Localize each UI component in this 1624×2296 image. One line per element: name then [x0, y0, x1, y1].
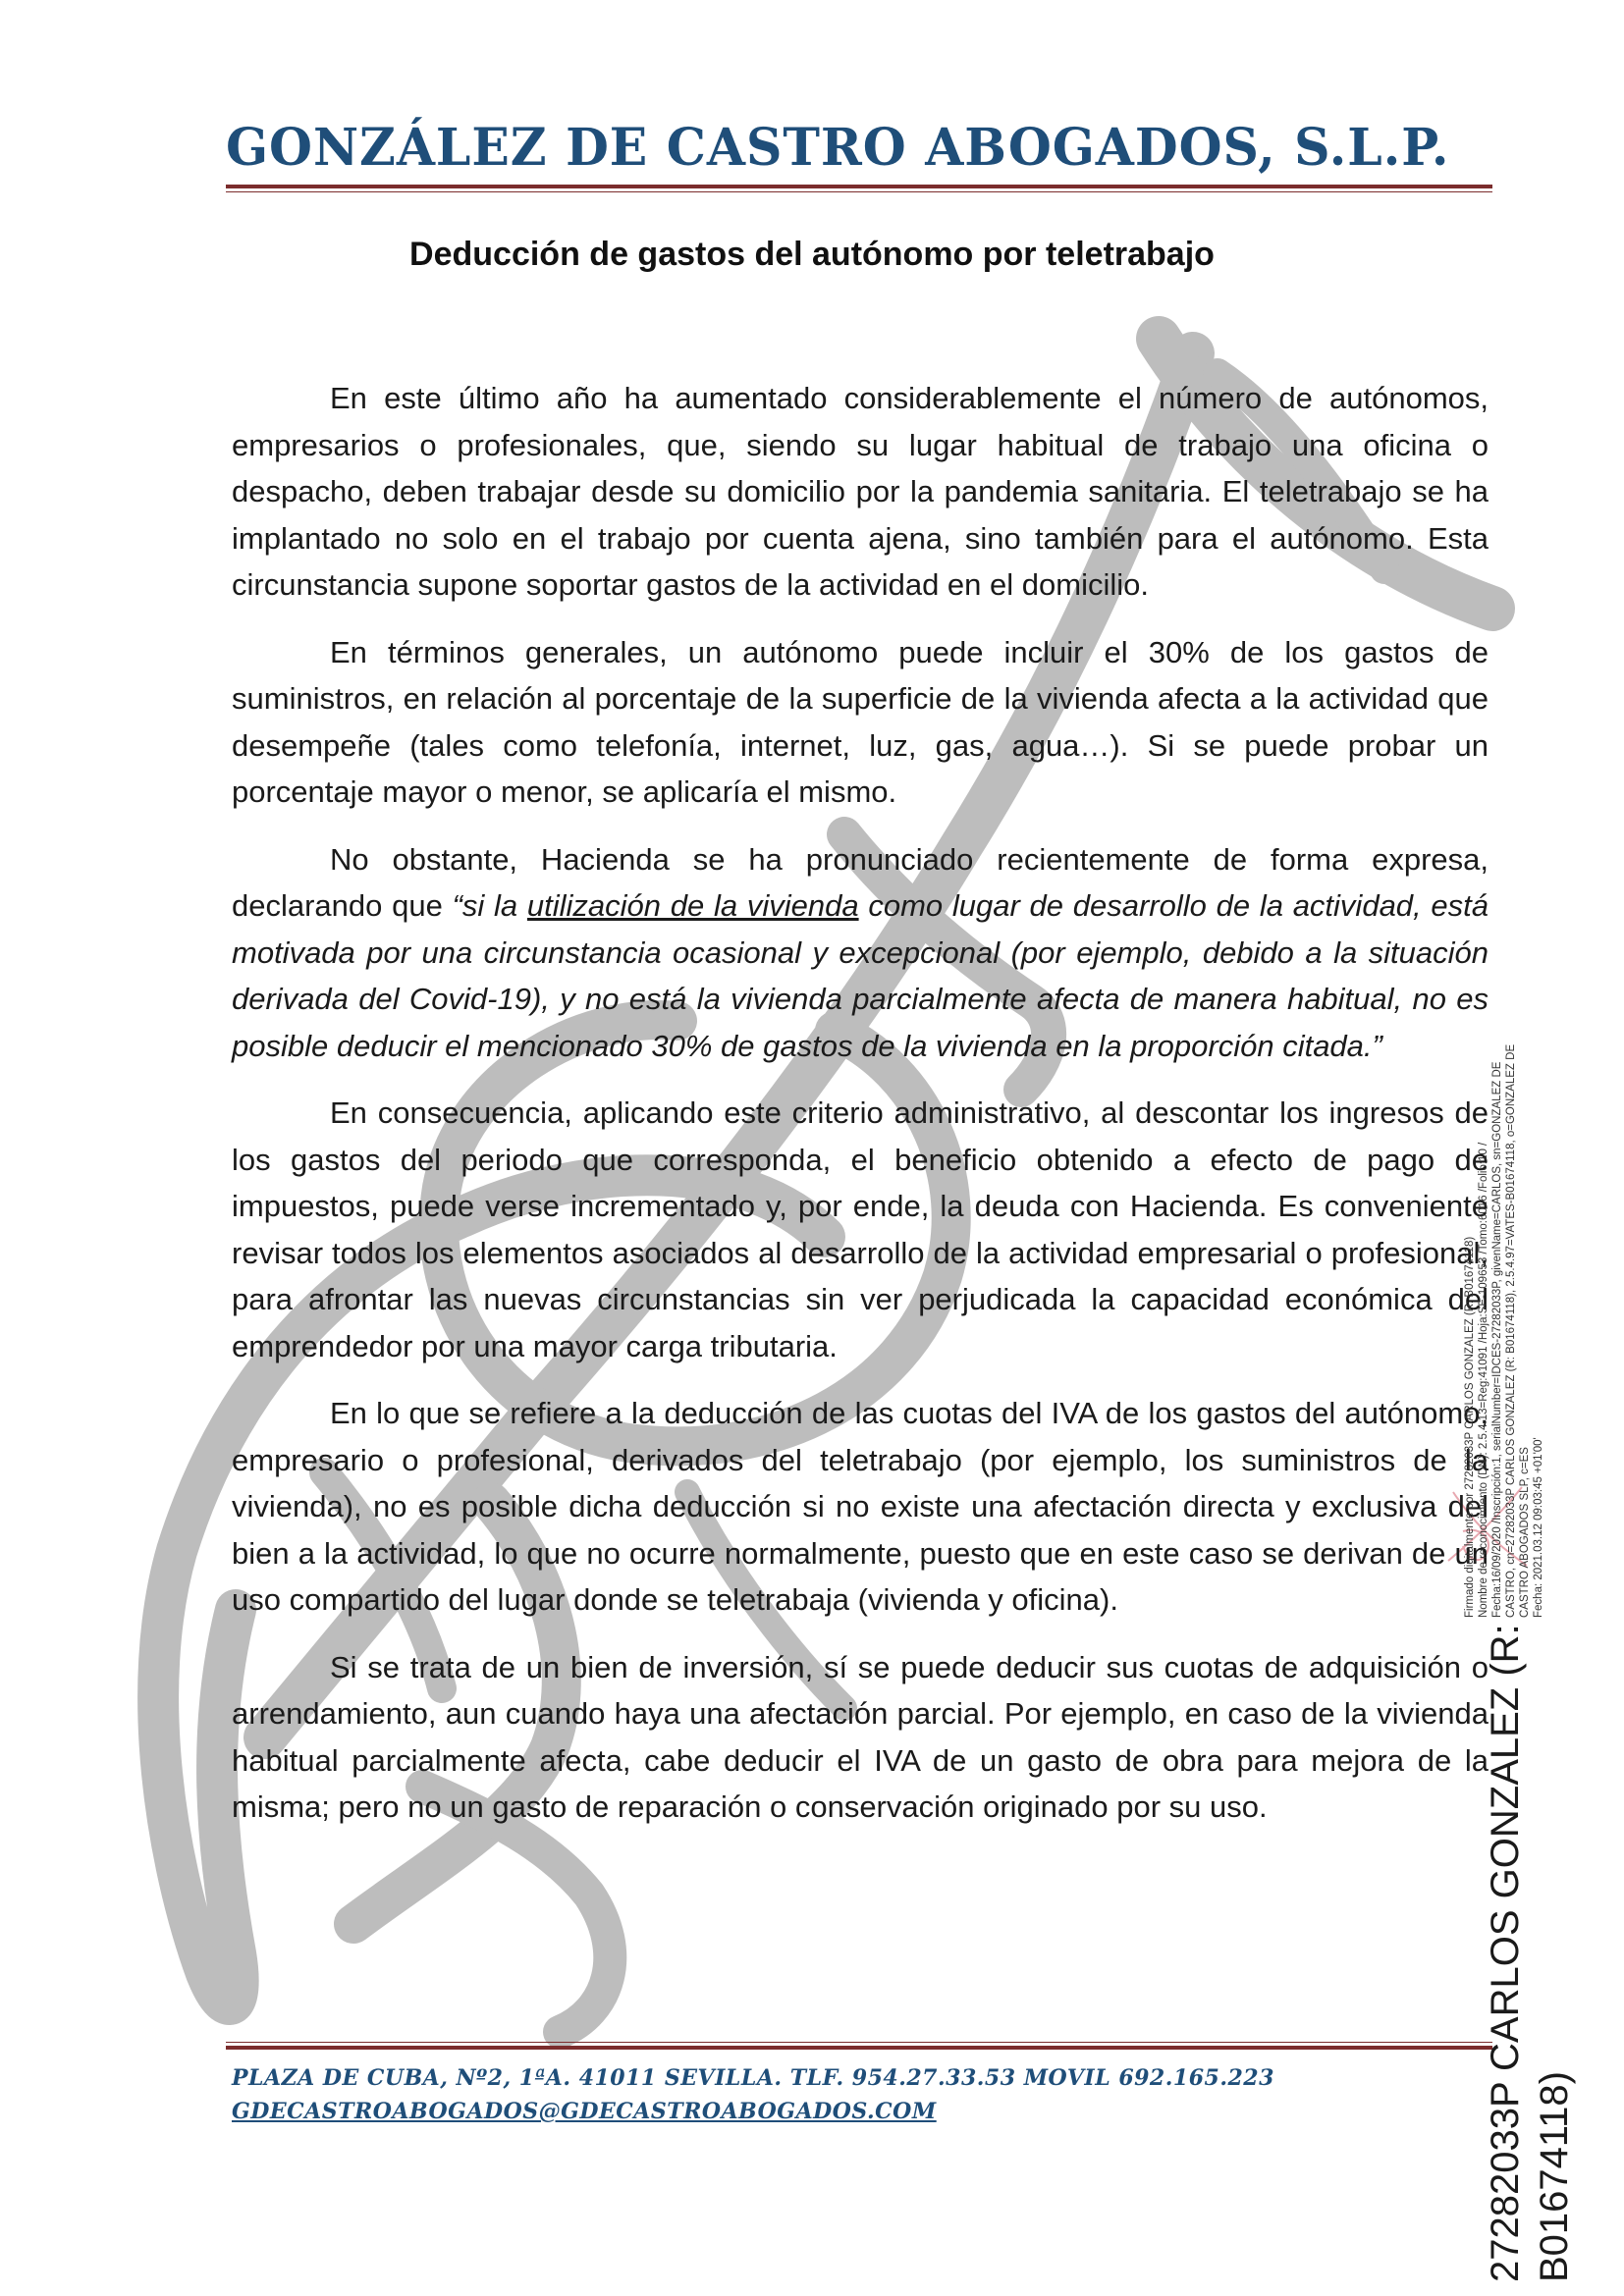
header-divider — [226, 185, 1492, 188]
footer-divider — [226, 2046, 1492, 2050]
digital-signature-name: 27282033P CARLOS GONZALEZ (R: B01674118) — [1484, 1624, 1576, 2282]
paragraph-2: En términos generales, un autónomo puede incluir el 30% de los gastos de suministros, en relación al porcentaje de la superficie de la vivienda afecta a la actividad que desempeñe (tales como telefonía, internet, luz, gas, agua…). Si se puede probar un porcentaje mayor o menor, se aplicaría el mismo. — [232, 634, 1489, 809]
paragraph-3-quote — [232, 836, 1489, 1070]
paragraph-1: En este último año ha aumentado considerablemente el número de autónomos, empresarios o profesionales, que, siendo su lugar habitual de trabajo una oficina o despacho, deben trabajar desde su domicilio por la pandemia sanitaria. El teletrabajo se ha implantado no solo en el trabajo por cuenta ajena, sino también para el autónomo. Esta circunstancia supone soportar gastos de la actividad en el domicilio. — [232, 381, 1489, 602]
footer-address: PLAZA DE CUBA, Nº2, 1ªA. 41011 SEVILLA. TLF. 954.27.33.53 MOVIL 692.165.223 — [232, 2065, 1274, 2091]
quote-underlined: utilización de la vivienda — [526, 888, 859, 923]
firm-name-header: GONZÁLEZ DE CASTRO ABOGADOS, S.L.P. — [226, 118, 1450, 178]
quote-intro: No obstante, Hacienda se ha pronunciado recientemente de forma expresa, declarando que — [232, 841, 1489, 923]
paragraph-4: En consecuencia, aplicando este criterio administrativo, al descontar los ingresos de los gastos del periodo que corresponda, el beneficio obtenido a efecto de pago de impuestos, puede verse incrementado y, por ende, la deuda con Hacienda. Es conveniente revisar todos los elementos asociados al desarrollo de la actividad empresarial o profesional, para afrontar las nuevas circunstancias sin ver perjudicada la capacidad económica del emprendedor por una mayor carga tributaria. — [232, 1095, 1489, 1363]
document-body — [232, 375, 1489, 1851]
paragraph-5: En lo que se refiere a la deducción de las cuotas del IVA de los gastos del autónomo, empresario o profesional, derivados del teletrabajo (por ejemplo, los suministros de la vivienda), no es posible dicha deducción si no existe una afectación directa y exclusiva del bien a la actividad, lo que no ocurre normalmente, puesto que en este caso se derivan de un uso compartido del lugar donde se teletrabaja (vivienda y oficina). — [232, 1396, 1489, 1617]
paragraph-6: Si se trata de un bien de inversión, sí se puede deducir sus cuotas de adquisición o arrendamiento, aun cuando haya una afectación parcial. Por ejemplo, en caso de la vivienda habitual parcialmente afecta, cabe deducir el IVA de un gasto de obra para mejora de la misma; pero no un gasto de reparación o conservación originado por su uso. — [232, 1649, 1489, 1824]
quote-text: “si la utilización de la vivienda como lugar de desarrollo de la actividad, está motivada por una circunstancia ocasional y excepcional (por ejemplo, debido a la situación derivada del Covid-19), y no está la vivienda parcialmente afecta de manera habitual, no es posible deducir el mencionado 30% de gastos de la vivienda en la proporción citada.” — [232, 888, 1489, 1063]
document-title: Deducción de gastos del autónomo por teletrabajo — [409, 236, 1215, 273]
footer-divider-thin — [226, 2042, 1492, 2043]
digital-signature-details: Firmado digitalmente por 27282033P CARLOS GONZALEZ (R: B01674118) Nombre de reconocimiento (DN): 2.5.4.13=Reg:41091 /Hoja:SE-109653 /Tomo:6016 /Folio:10 / Fecha:16/09/2020 /Inscripción:1, serialNumber=IDCES-27282033P, givenName=CARLOS, sn=GONZALEZ DE CASTRO, cn=27282033P CARLOS GONZALEZ (R: B01674118), 2.5.4.97=VATES-B01674118, o=GONZALEZ DE CASTRO ABOGADOS SLP, c=ES Fecha: 2021.03.12 09:03:45 +01'00' — [1464, 1043, 1544, 1618]
header-divider-thin — [226, 191, 1492, 192]
footer-email-link[interactable]: GDECASTROABOGADOS@GDECASTROABOGADOS.COM — [232, 2099, 937, 2124]
